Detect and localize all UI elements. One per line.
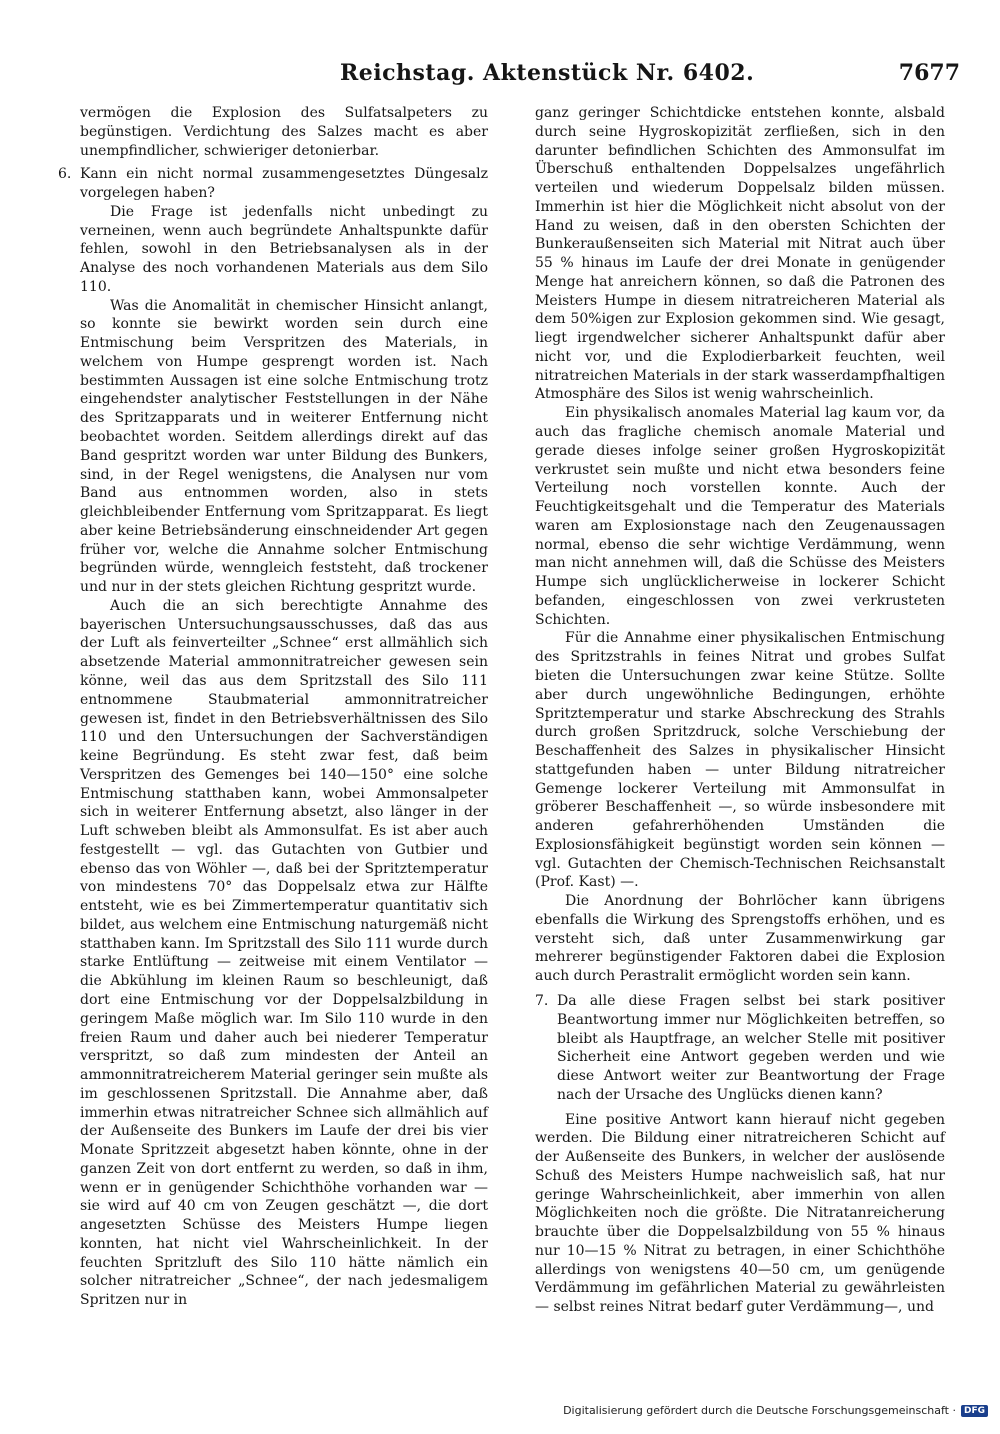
paragraph: Auch die an sich berechtigte Annahme des bayerischen Untersuchungsausschusses, daß das aus der Luft als feinverteilter „Schnee“ erst allmählich sich absetzende Material ammonnitratreicher gewesen sein könne, weil das aus dem Spritzstall des Silo 111 entnommene Staubmaterial ammonnitratreicher gewesen ist, findet in den Betriebsverhältnissen des Silo 110 und den Untersuchungen der Sachverständigen keine Begründung. Es steht zwar fest, daß beim Verspritzen des Gemenges bei 140—150° eine solche Entmischung statthaben kann, wobei Ammonsalpeter sich in weiterer Entfernung absetzt, also länger in der Luft schweben bleibt als Ammonsulfat. Es ist aber auch festgestellt — vgl. das Gutachten von Gutbier und ebenso das von Wöhler —, daß bei der Spritztemperatur von mindestens 70° das Doppelsalz etwa zur Hälfte entsteht, wie es bei Zimmertemperatur quantitativ sich bildet, aus welchem eine Entmischung naturgemäß nicht statthaben kann. Im Spritzstall des Silo 111 wurde durch starke Entlüftung — zeitweise mit einem Ventilator — die Abkühlung im kleinen Raum so beschleunigt, daß dort eine Entmischung vor der Doppelsalzbildung in geringem Maße möglich war. Im Silo 110 wurde in den freien Raum und daher auch bei niederer Temperatur verspritzt, so daß zum mindesten der Anteil an ammonnitratreicherem Material geringer sein mußte als im geschlossenen Spritzstall. Die Annahme aber, daß immerhin etwas nitratreicher Schnee sich allmählich auf der Außenseite des Bunkers im Laufe der drei bis vier Monate Spritzzeit abgesetzt haben könnte, ohne in der ganzen Zeit von dort entfernt zu werden, so daß in ihm, wenn er in genügender Schichthöhe vorhanden war — sie wird auf 40 cm von Zeugen geschätzt —, die dort angesetzten Schüsse des Meisters Humpe liegen konnten, hat nicht viel Wahrscheinlichkeit. In der feuchten Spritzluft des Silo 110 hätte nämlich ein solcher nitratreicher „Schnee“, der nach jedesmaligem Spritzen nur in	[80, 597, 488, 1309]
question-text: Kann ein nicht normal zusammengesetztes Düngesalz vorgelegen haben?	[80, 166, 488, 202]
credit-text: Digitalisierung gefördert durch die Deutsche Forschungsgemeinschaft ·	[563, 1404, 956, 1417]
paragraph: Was die Anomalität in chemischer Hinsicht anlangt, so konnte sie bewirkt worden sein durch eine Entmischung beim Verspritzen des Materials, in welchem von Humpe gesprengt worden ist. Nach bestimmten Aussagen ist eine solche Entmischung trotz eingehendster analytischer Feststellungen in der Nähe des Spritzapparats und in weiterer Entfernung nicht beobachtet worden. Seitdem allerdings direkt auf das Band gespritzt worden war unter Bildung des Bunkers, sind, in der Regel wenigstens, die Analysen nur vom Band aus entnommen worden, also in stets gleichbleibender Entfernung vom Spritzapparat. Es liegt aber keine Betriebsänderung einschneidender Art gegen früher vor, welche die Annahme solcher Entmischung begründen würde, wenngleich feststeht, daß trockener und nur in der stets gleichen Richtung gespritzt wurde.	[80, 297, 488, 596]
paragraph: Ein physikalisch anomales Material lag kaum vor, da auch das fragliche chemisch anomale Material und gerade dieses infolge seiner großen Hygroskopizität verkrustet sein mußte und nicht etwa besonders feine Verteilung noch vorstellen konnte. Auch der Feuchtigkeitsgehalt und die Temperatur des Materials waren am Explosionstage nach den Zeugenaussagen normal, ebenso die sehr wichtige Verdämmung, wenn man nicht annehmen will, daß die Schüsse des Meisters Humpe sich unglücklicherweise in lockerer Schicht befanden, eingeschlossen von zwei verkrusteten Schichten.	[535, 405, 945, 628]
dfg-logo: DFG	[961, 1405, 988, 1417]
page-header	[40, 58, 960, 92]
paragraph-continued: ganz geringer Schichtdicke entstehen konnte, alsbald durch seine Hygroskopizität zerfließen, sich in den darunter befindlichen Schichten des Ammonsulfat im Überschuß enthaltenden Doppelsalzes ungefährlich verteilen und wiederum Doppelsalz bilden müssen. Immerhin ist hier die Möglichkeit nicht absolut von der Hand zu weisen, daß in den obersten Schichten der Bunkeraußenseiten sich Material mit Nitrat auch über 55 % hinaus im Laufe der drei Monate in genügender Menge hat anreichern können, so daß die Patronen des Meisters Humpe in diesem nitratreicheren Material als dem 50%igen zur Explosion gekommen sind. Wie gesagt, liegt irgendwelcher sicherer Anhaltspunkt dafür aber nicht vor, und die Explodierbarkeit feuchten, weil nitratreichen Materials in der stark wasserdampfhaltigen Atmosphäre des Silos ist wenig wahrscheinlich.	[535, 105, 945, 403]
item-number: 7.	[535, 992, 549, 1009]
paragraph-continued: vermögen die Explosion des Sulfatsalpeters zu begünstigen. Verdichtung des Salzes macht es aber unempfindlicher, schwieriger detonierbar.	[80, 105, 488, 159]
paragraph: Die Frage ist jedenfalls nicht unbedingt zu verneinen, wenn auch begründete Anhaltspunkte dafür fehlen, sowohl in den Betriebsanalysen als in der Analyse des noch vorhandenen Materials aus dem Silo 110.	[80, 203, 488, 295]
page-number: 7677	[898, 60, 960, 86]
running-title: Reichstag. Aktenstück Nr. 6402.	[340, 60, 755, 86]
question-text: Da alle diese Fragen selbst bei stark positiver Beantwortung immer nur Möglichkeiten betreffen, so bleibt als Hauptfrage, an welcher Stelle mit positiver Sicherheit eine Antwort gegeben werden und wie diese Antwort weiter zur Beantwortung der Frage nach der Ursache des Unglücks dienen kann?	[557, 992, 945, 1103]
digitization-credit	[563, 1404, 988, 1417]
paragraph: Die Anordnung der Bohrlöcher kann übrigens ebenfalls die Wirkung des Sprengstoffs erhöhen, und es versteht sich, daß unter Zusammenwirkung gar mehrerer begünstigender Faktoren dabei die Explosion auch durch Perastralit ermöglicht worden sein kann.	[535, 893, 945, 985]
question-7	[535, 992, 945, 1105]
right-column	[535, 104, 945, 1317]
item-number: 6.	[58, 166, 72, 183]
paragraph: Für die Annahme einer physikalischen Entmischung des Spritzstrahls in feines Nitrat und grobes Sulfat bieten die Untersuchungen zwar keine Stütze. Sollte aber durch ungewöhnliche Bedingungen, erhöhte Spritztemperatur und starke Abschreckung des Strahls durch großen Spritzdruck, solche Verschiebung der Beschaffenheit des Salzes in physikalischer Hinsicht stattgefunden haben — unter Bildung nitratreicher Gemenge lockerer Verteilung mit Ammonsulfat in gröberer Beschaffenheit —, so würde insbesondere mit anderen gefahrerhöhenden Umständen die Explosionsfähigkeit begünstigt worden sein können — vgl. Gutachten der Chemisch-Technischen Reichsanstalt (Prof. Kast) —.	[535, 630, 945, 891]
paragraph: Eine positive Antwort kann hierauf nicht gegeben werden. Die Bildung einer nitratreicheren Schicht auf der Außenseite des Bunkers, in welcher der auslösende Schuß des Meisters Humpe nachweislich saß, hat nur geringe Wahrscheinlichkeit, aber immerhin von allen Möglichkeiten noch die größte. Die Nitratanreicherung brauchte über die Doppelsalzbildung von 55 % hinaus nur 10—15 % Nitrat zu betragen, in einer Schichthöhe allerdings von wenigstens 40—50 cm, um genügende Verdämmung im gefährlichen Material zu gewährleisten — selbst reines Nitrat bedarf guter Verdämmung—, und	[535, 1111, 945, 1316]
left-column	[58, 104, 488, 1310]
question-6	[58, 165, 488, 203]
